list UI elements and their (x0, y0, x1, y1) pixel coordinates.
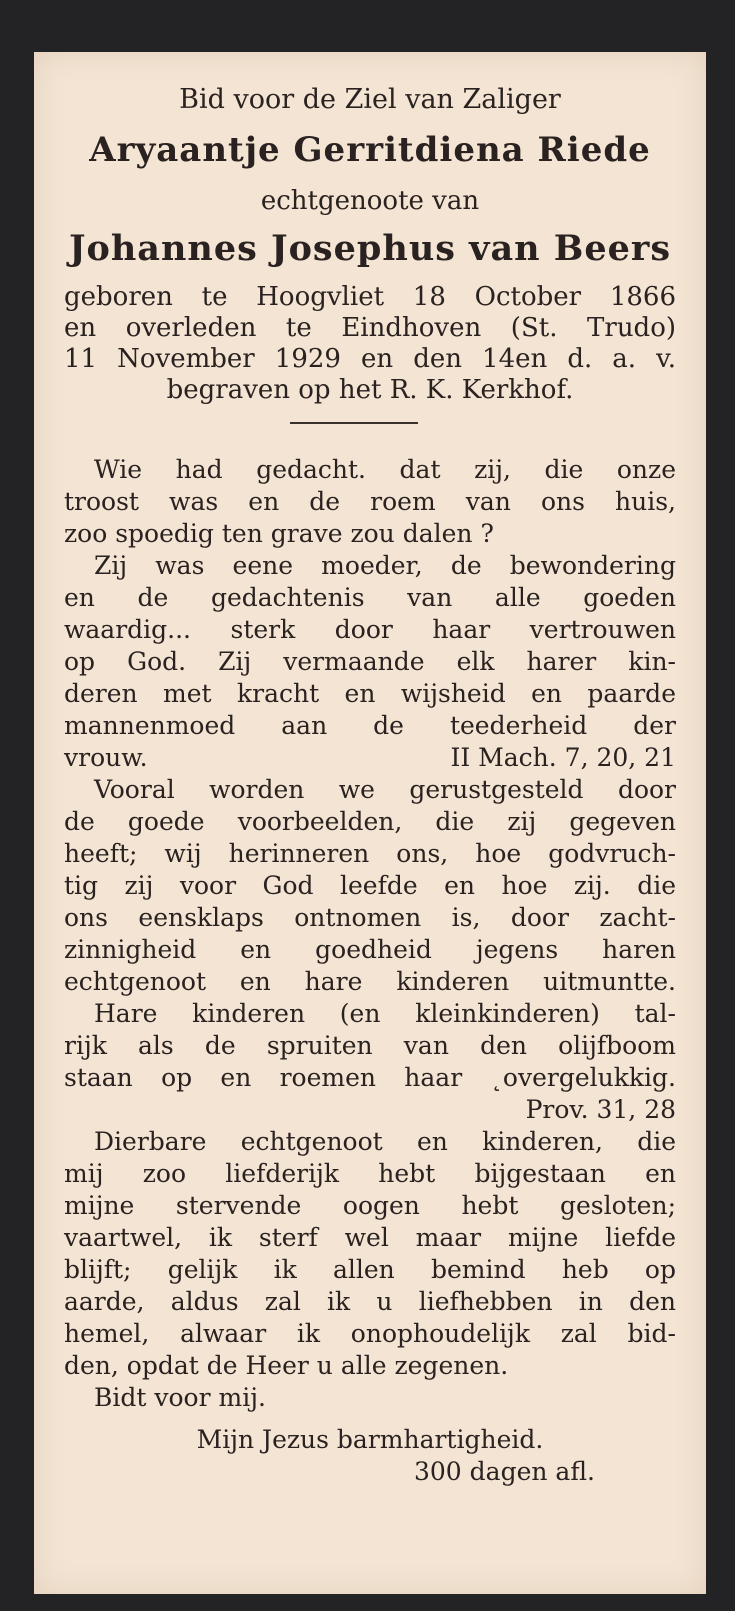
text-line: en de gedachtenis van alle goeden (64, 583, 676, 612)
detail-line: geboren te Hoogvliet 18 October 1866 (64, 282, 676, 312)
text-line-with-reference (64, 742, 676, 774)
scripture-reference: Prov. 31, 28 (525, 1095, 676, 1124)
text-line: hemel, alwaar ik onophoudelijk zal bid- (64, 1319, 676, 1348)
text-line: echtgenoot en hare kinderen uitmuntte. (64, 967, 676, 996)
text-line: mijne stervende oogen hebt gesloten; (64, 1191, 676, 1220)
detail-line: begraven op het R. K. Kerkhof. (166, 375, 574, 405)
text-line: rijk als de spruiten van den olijfboom (64, 1031, 676, 1060)
text-line: op God. Zij vermaande elk harer kin- (64, 647, 676, 676)
scripture-reference: II Mach. 7, 20, 21 (450, 743, 676, 772)
text-line: aarde, aldus zal ik u liefhebben in den (64, 1287, 676, 1316)
indulgence: 300 dagen afl. (414, 1457, 595, 1486)
text-line: Bidt voor mij. (94, 1383, 266, 1412)
text-line: Vooral worden we gerustgesteld door (94, 775, 676, 804)
text-line: tig zij voor God leefde en hoe zij. die (64, 871, 676, 900)
text-line: den, opdat de Heer u alle zegenen. (64, 1351, 509, 1380)
memorial-card (34, 52, 706, 1594)
text-line: zoo spoedig ten grave zou dalen ? (64, 519, 494, 548)
text-line: zinnigheid en goedheid jegens haren (64, 935, 676, 964)
spouse-intro: echtgenoote van (260, 186, 480, 216)
text-line: troost was en de roem van ons huis, (64, 487, 676, 516)
birth-death-details (64, 282, 676, 406)
text-line: heeft; wij herinneren ons, hoe godvruch- (64, 839, 676, 868)
text-line: vrouw. (64, 743, 148, 772)
text-line: Zij was eene moeder, de bewondering (94, 551, 676, 580)
detail-line: 11 November 1929 en den 14en d. a. v. (64, 344, 676, 374)
deceased-name: Aryaantje Gerritdiena Riede (89, 130, 651, 170)
closing-prayer: Mijn Jezus barmhartigheid. (196, 1425, 544, 1454)
text-line: staan op en roemen haar ˛overgelukkig. (64, 1063, 676, 1092)
text-line: mannenmoed aan de teederheid der (64, 711, 676, 740)
text-line: deren met kracht en wijsheid en paarde (64, 679, 676, 708)
spouse-name: Johannes Josephus van Beers (68, 228, 672, 269)
detail-line: en overleden te Eindhoven (St. Trudo) (64, 313, 676, 343)
closing (64, 1424, 676, 1488)
text-line: waardig... sterk door haar vertrouwen (64, 615, 676, 644)
text-line: Wie had gedacht. dat zij, die onze (94, 455, 676, 484)
memorial-text (64, 454, 676, 1414)
text-line: mij zoo liefderijk hebt bijgestaan en (64, 1159, 676, 1188)
divider (290, 422, 418, 424)
prayer-heading: Bid voor de Ziel van Zaliger (179, 84, 561, 115)
text-line: de goede voorbeelden, die zij gegeven (64, 807, 676, 836)
text-line: blijft; gelijk ik allen bemind heb op (64, 1255, 676, 1284)
text-line: Dierbare echtgenoot en kinderen, die (94, 1127, 676, 1156)
text-line: Hare kinderen (en kleinkinderen) tal- (94, 999, 676, 1028)
text-line: vaartwel, ik sterf wel maar mijne liefde (64, 1223, 676, 1252)
text-line: ons eensklaps ontnomen is, door zacht- (64, 903, 676, 932)
